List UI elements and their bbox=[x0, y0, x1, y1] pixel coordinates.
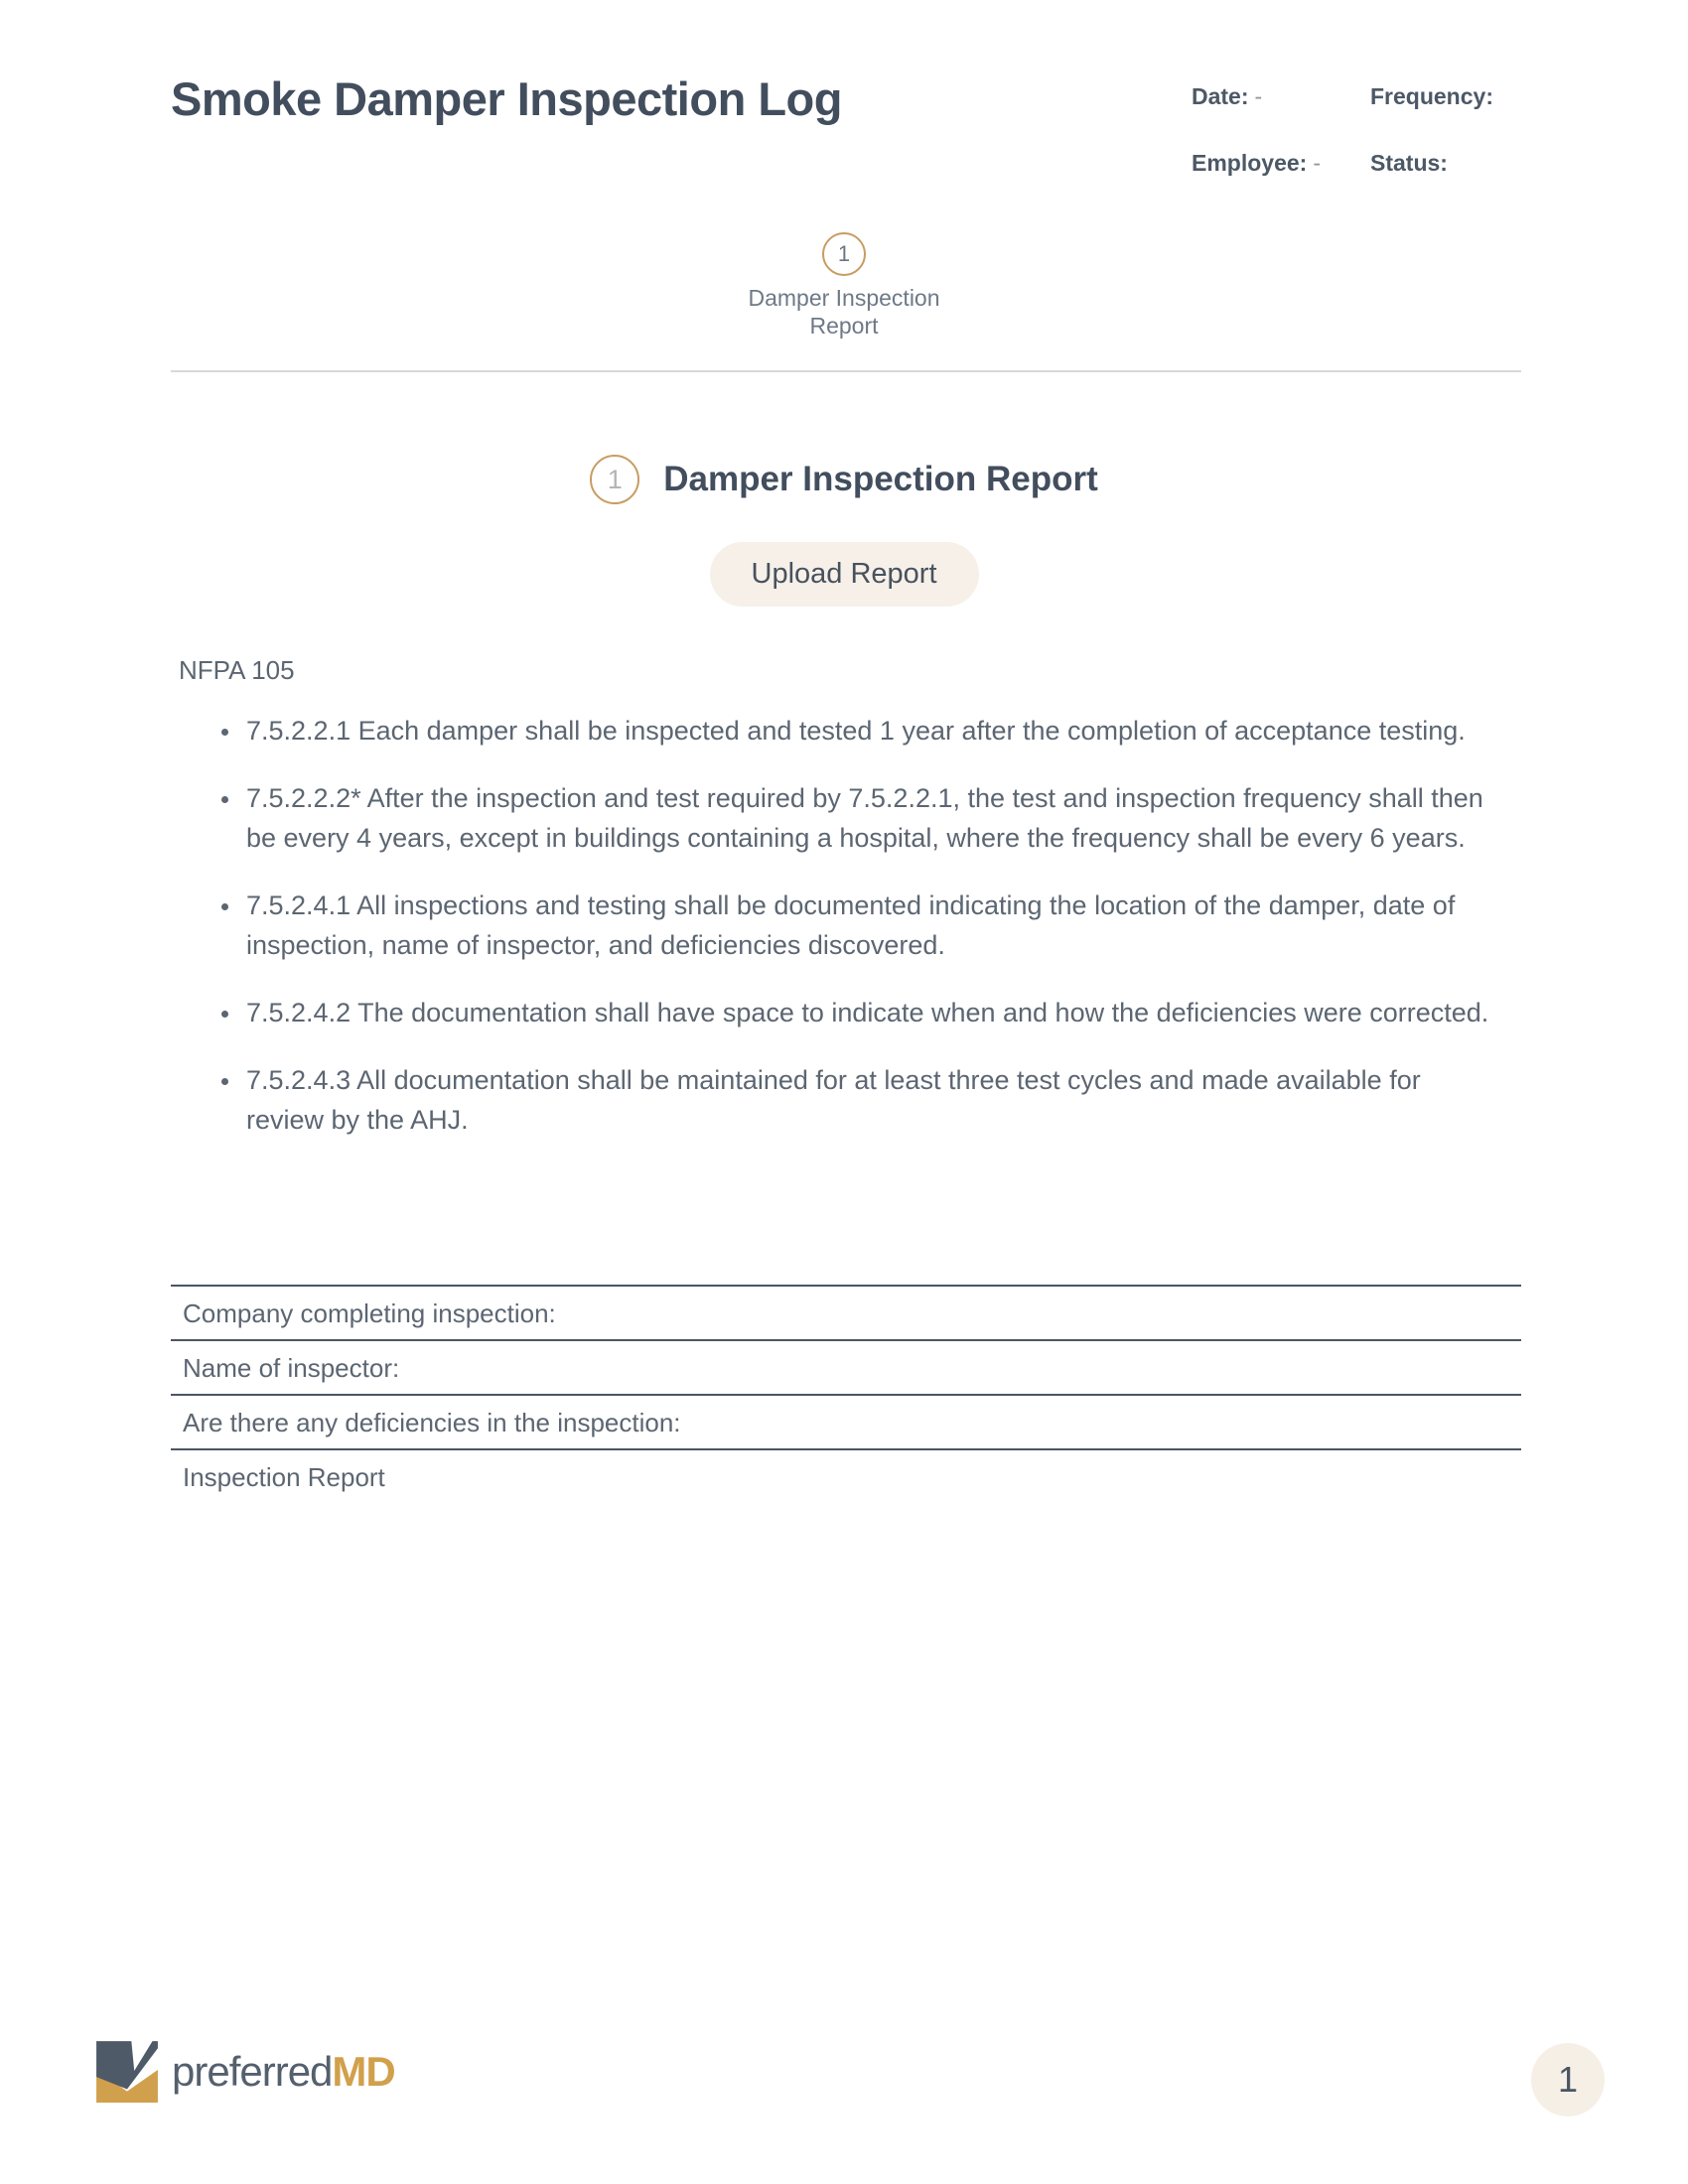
bullet-item: • 7.5.2.2.1 Each damper shall be inspected and tested 1 year after the completion of acceptance testing. bbox=[242, 711, 1499, 751]
section-heading bbox=[0, 455, 1688, 504]
page-number-badge: 1 bbox=[1531, 2043, 1605, 2116]
bullet-item: • 7.5.2.4.1 All inspections and testing shall be documented indicating the location of the damper, date of inspection, name of inspector, and deficiencies discovered. bbox=[242, 886, 1499, 965]
upload-report-button[interactable]: Upload Report bbox=[710, 542, 979, 607]
frequency-label: Frequency: bbox=[1370, 83, 1493, 109]
nfpa-bullet-list bbox=[179, 711, 1499, 1167]
status-label: Status: bbox=[1370, 150, 1448, 176]
bullet-item: • 7.5.2.2.2* After the inspection and test required by 7.5.2.2.1, the test and inspection frequency shall then be every 4 years, except in buildings containing a hospital, where the frequency shall be every 6 years. bbox=[242, 778, 1499, 858]
step-label: Damper Inspection Report bbox=[748, 285, 940, 339]
bullet-item: • 7.5.2.4.3 All documentation shall be maintained for at least three test cycles and made available for review by the AHJ. bbox=[242, 1060, 1499, 1140]
date-label: Date: bbox=[1192, 83, 1249, 109]
brand-wordmark bbox=[172, 2048, 395, 2096]
upload-row bbox=[0, 542, 1688, 607]
meta-date bbox=[1192, 83, 1370, 110]
employee-label: Employee: bbox=[1192, 150, 1308, 176]
section-title: Damper Inspection Report bbox=[663, 460, 1098, 498]
field-company-completing-inspection: Company completing inspection: bbox=[171, 1285, 1521, 1339]
meta-status bbox=[1370, 150, 1493, 177]
meta-frequency bbox=[1370, 83, 1493, 110]
nfpa-code-reference: NFPA 105 bbox=[179, 655, 295, 685]
section-number-circle: 1 bbox=[590, 455, 639, 504]
page-title: Smoke Damper Inspection Log bbox=[171, 72, 842, 125]
brand-logo bbox=[94, 2039, 395, 2105]
preferredmd-checkmark-icon bbox=[94, 2039, 160, 2105]
field-name-of-inspector: Name of inspector: bbox=[171, 1339, 1521, 1394]
field-deficiencies-in-inspection: Are there any deficiencies in the inspection: bbox=[171, 1394, 1521, 1448]
header-meta bbox=[1192, 83, 1493, 177]
employee-value: - bbox=[1313, 150, 1321, 176]
meta-employee bbox=[1192, 150, 1370, 177]
brand-wordmark-preferred: preferred bbox=[172, 2048, 333, 2095]
bullet-item: • 7.5.2.4.2 The documentation shall have space to indicate when and how the deficiencies were corrected. bbox=[242, 993, 1499, 1032]
step-circle: 1 bbox=[822, 232, 866, 276]
date-value: - bbox=[1254, 83, 1263, 109]
field-inspection-report: Inspection Report bbox=[171, 1448, 1521, 1503]
brand-wordmark-md: MD bbox=[332, 2048, 395, 2095]
stepper bbox=[0, 232, 1688, 340]
inspection-form bbox=[171, 1285, 1521, 1503]
header-divider bbox=[171, 370, 1521, 372]
